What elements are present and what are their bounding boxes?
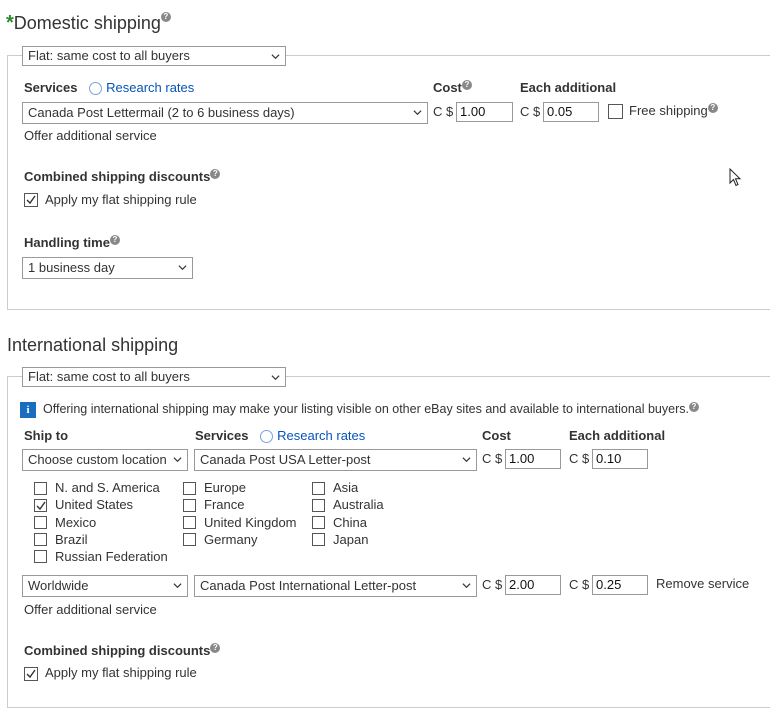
services-header: Services Research rates (24, 80, 195, 95)
currency-label: C $ (482, 577, 503, 592)
help-icon[interactable]: ? (210, 169, 220, 179)
checkmark-icon (25, 668, 37, 680)
location-checkbox[interactable] (312, 516, 325, 529)
location-label: Germany (204, 532, 258, 547)
combined-discounts-label: Combined shipping discounts ? (24, 643, 220, 658)
offer-additional-service-link[interactable]: Offer additional service (24, 602, 157, 617)
intl-each-additional-label: Each additional (569, 428, 666, 443)
location-checkbox[interactable] (34, 516, 47, 529)
currency-label: C $ (569, 451, 590, 466)
help-icon[interactable]: ? (689, 402, 699, 412)
intl-cost-label: Cost (482, 428, 511, 443)
domestic-title: Domestic shipping (13, 13, 161, 33)
chevron-down-icon (413, 108, 422, 117)
chevron-down-icon (271, 373, 280, 382)
intl-each-additional-input[interactable]: 0.10 (592, 449, 648, 469)
required-mark: * (6, 12, 14, 34)
currency-label: C $ (569, 577, 590, 592)
location-label: Mexico (55, 515, 97, 530)
chevron-down-icon (173, 581, 182, 590)
intl-service-select[interactable]: Canada Post USA Letter-post (194, 449, 477, 471)
offer-additional-service-link[interactable]: Offer additional service (24, 128, 157, 143)
free-shipping-label: Free shipping ? (629, 103, 718, 118)
handling-time-label: Handling time ? (24, 235, 120, 250)
info-icon: i (20, 402, 36, 418)
location-checkbox[interactable] (183, 516, 196, 529)
currency-label: C $ (482, 451, 503, 466)
location-checkbox[interactable] (34, 533, 47, 546)
location-checkbox[interactable] (312, 482, 325, 495)
currency-label: C $ (520, 104, 541, 119)
location-label: United Kingdom (204, 515, 297, 530)
location-label: United States (55, 497, 134, 512)
ship-to-label: Ship to (24, 428, 69, 443)
cost-label: Cost ? (433, 80, 472, 95)
location-checkbox[interactable] (183, 499, 196, 512)
chevron-down-icon (271, 52, 280, 61)
help-icon[interactable]: ? (708, 103, 718, 113)
international-section (7, 376, 770, 708)
each-additional-input[interactable]: 0.05 (543, 102, 599, 122)
location-label: N. and S. America (55, 480, 160, 495)
location-label: France (204, 497, 245, 512)
international-info-text: Offering international shipping may make your listing visible on other eBay sites and available to international buyers. ? (43, 402, 699, 416)
help-icon[interactable]: ? (210, 643, 220, 653)
chevron-down-icon (462, 455, 471, 464)
help-icon[interactable]: ? (110, 235, 120, 245)
intl-services-header: Services Research rates (195, 428, 366, 443)
calculator-icon (260, 430, 273, 443)
apply-rule-label: Apply my flat shipping rule (45, 192, 197, 207)
location-checkbox[interactable] (34, 499, 47, 512)
checkmark-icon (35, 500, 47, 512)
ship-to-select[interactable]: Choose custom location (22, 449, 188, 471)
location-label: Russian Federation (55, 549, 168, 564)
domestic-service-select[interactable]: Canada Post Lettermail (2 to 6 business days) (22, 102, 428, 124)
apply-rule-checkbox[interactable] (24, 193, 38, 207)
location-label: China (333, 515, 367, 530)
handling-time-select[interactable]: 1 business day (22, 257, 193, 279)
location-checkbox[interactable] (34, 482, 47, 495)
chevron-down-icon (173, 455, 182, 464)
apply-rule-label: Apply my flat shipping rule (45, 665, 197, 680)
currency-label: C $ (433, 104, 454, 119)
intl-cost-input[interactable]: 1.00 (505, 449, 561, 469)
intl-service-select[interactable]: Canada Post International Letter-post (194, 575, 477, 597)
chevron-down-icon (178, 263, 187, 272)
ship-to-select[interactable]: Worldwide (22, 575, 188, 597)
cost-input[interactable]: 1.00 (456, 102, 513, 122)
free-shipping-checkbox[interactable] (608, 104, 623, 119)
chevron-down-icon (462, 581, 471, 590)
combined-discounts-label: Combined shipping discounts ? (24, 169, 220, 184)
each-additional-label: Each additional (520, 80, 617, 95)
domestic-heading (6, 12, 171, 35)
location-checkbox[interactable] (183, 482, 196, 495)
intl-cost-input[interactable]: 2.00 (505, 575, 561, 595)
location-checkbox[interactable] (312, 533, 325, 546)
domestic-type-select[interactable]: Flat: same cost to all buyers (22, 46, 286, 66)
research-rates-link[interactable]: Research rates (260, 428, 365, 443)
location-checkbox[interactable] (183, 533, 196, 546)
checkmark-icon (25, 194, 37, 206)
apply-rule-checkbox[interactable] (24, 667, 38, 681)
location-label: Europe (204, 480, 246, 495)
international-type-select[interactable]: Flat: same cost to all buyers (22, 367, 286, 387)
mouse-cursor-icon (729, 168, 743, 188)
remove-service-link[interactable]: Remove service (656, 576, 750, 591)
help-icon[interactable]: ? (462, 80, 472, 90)
location-label: Brazil (55, 532, 88, 547)
location-label: Japan (333, 532, 369, 547)
international-title: International shipping (7, 335, 179, 355)
location-label: Australia (333, 497, 384, 512)
location-checkbox[interactable] (34, 550, 47, 563)
intl-each-additional-input[interactable]: 0.25 (592, 575, 648, 595)
calculator-icon (89, 82, 102, 95)
research-rates-link[interactable]: Research rates (89, 80, 194, 95)
help-icon[interactable]: ? (161, 12, 171, 22)
location-checkbox[interactable] (312, 499, 325, 512)
location-label: Asia (333, 480, 359, 495)
